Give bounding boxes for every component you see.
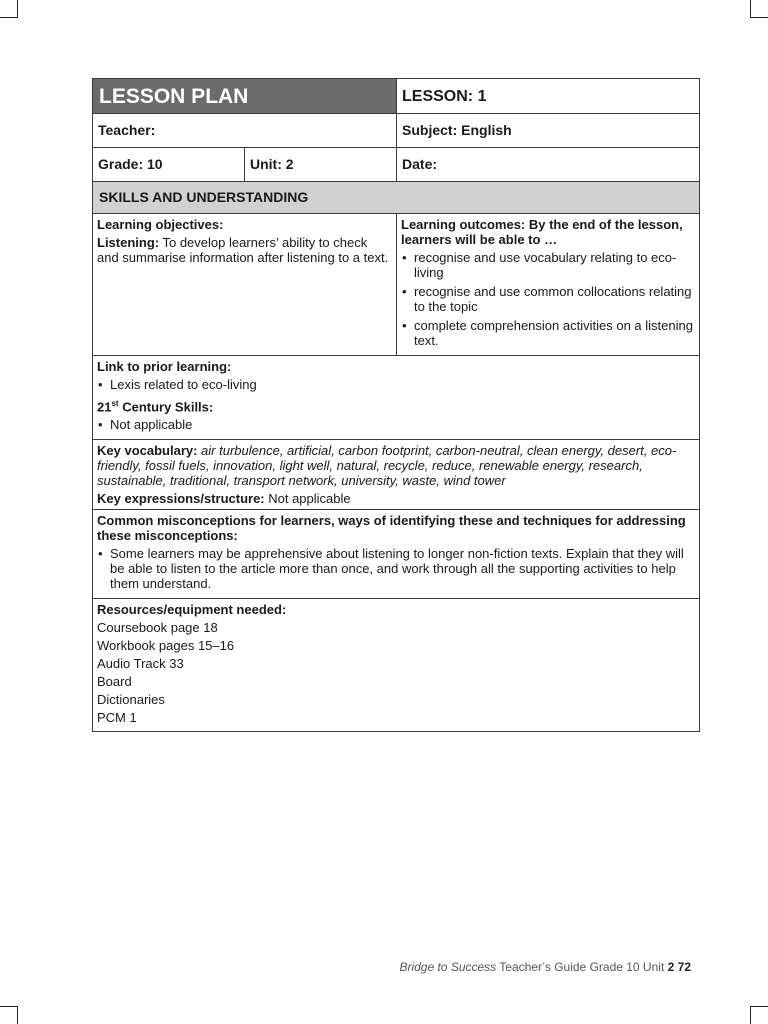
grade-field: Grade: 10 (93, 148, 245, 182)
resource-item: Coursebook page 18 (97, 620, 218, 636)
unit-field: Unit: 2 (245, 148, 397, 182)
list-item: • Lexis related to eco-living (97, 377, 695, 392)
vocabulary-cell (93, 440, 700, 510)
crop-mark (0, 1006, 18, 1007)
crop-mark (750, 17, 768, 18)
lesson-plan-title: LESSON PLAN (93, 79, 397, 114)
crop-mark (750, 0, 751, 18)
list-item: • Not applicable (97, 417, 695, 432)
footer-text: Teacher’s Guide Grade 10 Unit (496, 960, 668, 974)
learning-outcomes-cell (397, 214, 700, 356)
crop-mark (17, 0, 18, 18)
lesson-number: LESSON: 1 (397, 79, 700, 114)
prior-heading: Link to prior learning: (97, 359, 232, 374)
outcomes-heading: Learning outcomes: By the end of the lesson, learners will be able to … (401, 217, 683, 247)
key-vocabulary: Key vocabulary: air turbulence, artificial, carbon footprint, carbon-neutral, clean energy, desert, eco-friendly, fossil fuels, innovation, light well, natural, recycle, reduce, renewable energy, research, sustainable, traditional, transport network, university, waste, wind tower (97, 443, 677, 489)
objectives-heading: Learning objectives: (97, 217, 224, 232)
list-item: • Some learners may be apprehensive about listening to longer non-fiction texts. Explain that they will be able to listen to the article more than once, and work through all the supporting activities to help them understand. (97, 546, 695, 591)
resource-item: Audio Track 33 (97, 656, 184, 672)
misconceptions-heading: Common misconceptions for learners, ways of identifying these and techniques for addressing these misconceptions: (97, 513, 686, 544)
list-item: • recognise and use vocabulary relating to eco-living (401, 250, 695, 280)
date-field: Date: (397, 148, 700, 182)
objectives-label: Listening: (97, 235, 160, 250)
resource-item: Workbook pages 15–16 (97, 638, 235, 654)
objectives-text: To develop learners’ ability to check and summarise information after listening to a text. (97, 235, 389, 265)
resource-item: Board (97, 674, 132, 690)
teacher-field: Teacher: (93, 114, 397, 148)
objectives-body (97, 235, 392, 265)
list-item: • recognise and use common collocations relating to the topic (401, 284, 695, 314)
crop-mark (0, 17, 18, 18)
crop-mark (750, 1006, 768, 1007)
key-expressions: Key expressions/structure: Not applicable (97, 491, 351, 507)
century-skills-heading: 21st Century Skills: (97, 399, 214, 415)
page-footer (399, 960, 691, 974)
resources-cell (93, 599, 700, 732)
prior-learning-cell (93, 356, 700, 440)
resource-item: Dictionaries (97, 692, 165, 708)
resources-heading: Resources/equipment needed: (97, 602, 287, 618)
misconceptions-cell (93, 510, 700, 599)
subject-field: Subject: English (397, 114, 700, 148)
resource-item: PCM 1 (97, 710, 137, 726)
book-title: Bridge to Success (399, 960, 497, 974)
crop-mark (750, 1006, 751, 1024)
lesson-plan-table (92, 78, 700, 732)
page-number: 72 (677, 960, 691, 974)
footer-unit-number: 2 (667, 960, 675, 974)
list-item: • complete comprehension activities on a listening text. (401, 318, 695, 348)
learning-objectives-cell (93, 214, 397, 356)
section-title: SKILLS AND UNDERSTANDING (93, 182, 700, 214)
crop-mark (17, 1006, 18, 1024)
